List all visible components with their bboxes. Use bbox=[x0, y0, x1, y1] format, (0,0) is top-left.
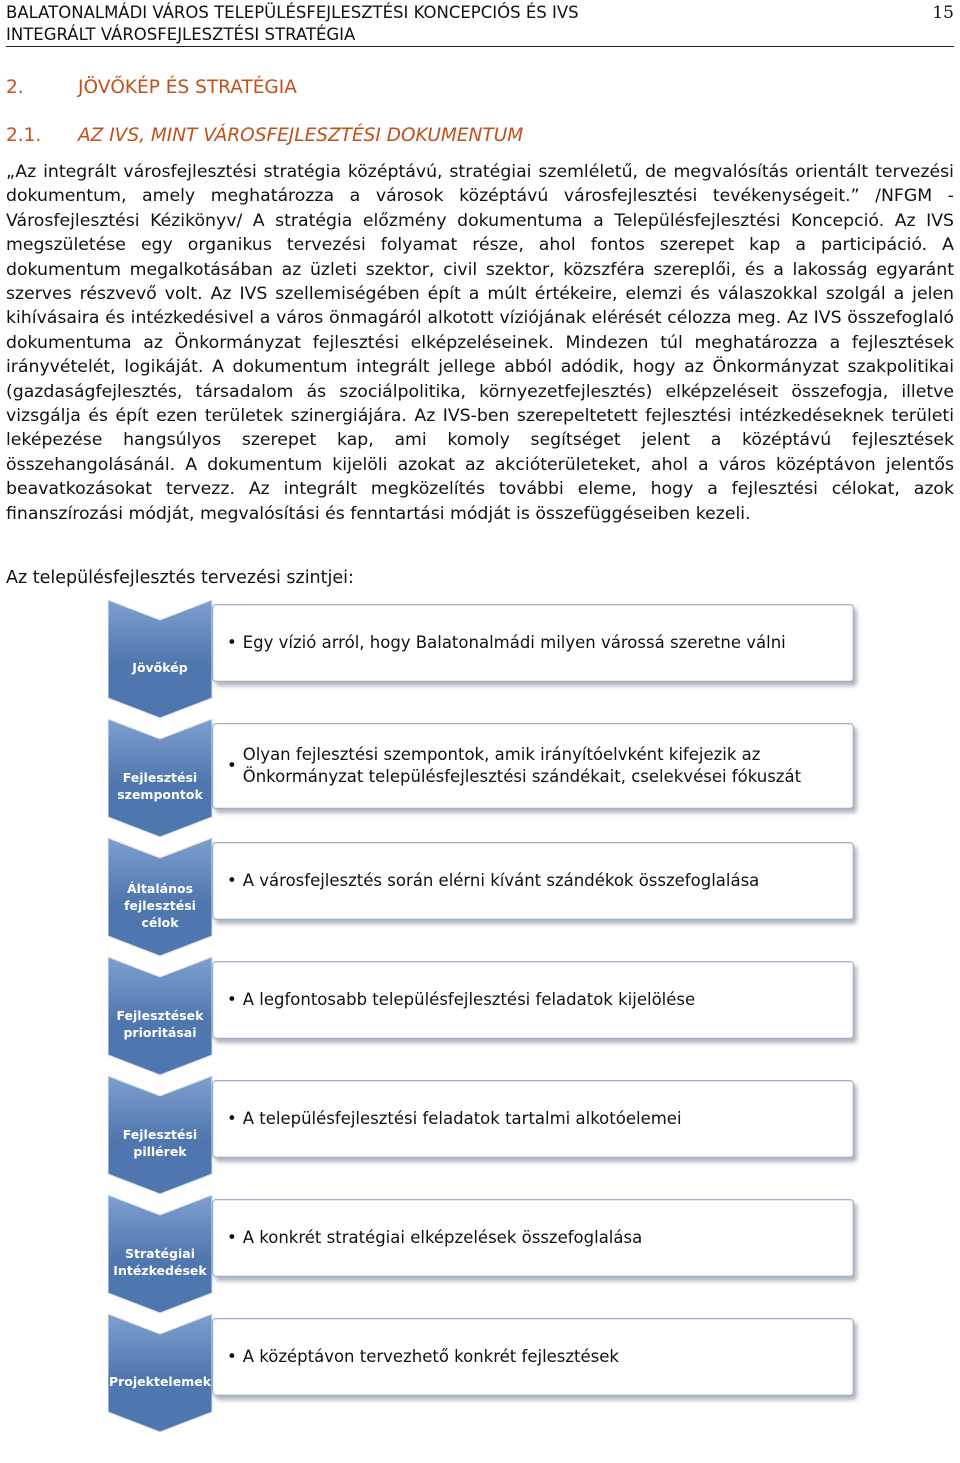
level-description: A konkrét stratégiai elképzelések összefoglalása bbox=[242, 1228, 643, 1247]
level-label: Stratégiai Intézkedések bbox=[113, 1246, 207, 1278]
level-text-row bbox=[227, 1081, 845, 1157]
level-box bbox=[212, 723, 854, 809]
body-paragraph: „Az integrált városfejlesztési stratégia középtávú, stratégiai szemléletű, de megvalósítás orientált tervezési dokumentum, amely meghatározza a városok középtávú városfejlesztési tevékenységeit.” /NFGM - Városfejlesztési Kézikönyv/ A stratégia előzmény dokumentuma a Településfejlesztési Koncepció. Az IVS megszületése egy organikus tervezési folyamat része, ahol fontos szerepet kap a participáció. A dokumentum megalkotásában az üzleti szektor, civil szektor, közszféra szereplői, és a lakosság egyaránt szerves részvevő volt. Az IVS szellemiségében épít a múlt értékeire, elemzi és válaszokkal szolgál a jelen kihívásaira és intézkedésivel a város önmagáról alkotott víziójának elérését célozza meg. Az IVS összefoglaló dokumentuma az Önkormányzat fejlesztési elképzeléseinek. Mindezen túl meghatározza a fejlesztések irányvételét, logikáját. A dokumentum integrált jellege abból adódik, hogy az Önkormányzat szakpolitikai (gazdaságfejlesztés, társadalom ás szociálpolitika, környezetfejlesztés) elképzeléseit összefogja, illetve vizsgálja és épít ezen területek szinergiájára. Az IVS-ben szerepeltetett fejlesztési intézkedéseknek területi leképezése hangsúlyos szerepet kap, ami komoly segítséget jelent a középtávú fejlesztések összehangolásánál. A dokumentum kijelöli azokat az akcióterületeket, ahol a város középtávon jelentős beavatkozásokat tervezz. Az integrált megközelítés további eleme, hogy a fejlesztési célokat, azok finanszírozási módját, megvalósítási és fenntartási módját is összefüggéseiben kezeli. bbox=[6, 162, 954, 524]
level-text-row bbox=[227, 843, 845, 919]
level-label: Fejlesztési pillérek bbox=[122, 1127, 198, 1159]
level-text-row bbox=[227, 724, 845, 808]
level-description: A városfejlesztés során elérni kívánt szándékok összefoglalása bbox=[242, 871, 760, 890]
level-box bbox=[212, 604, 854, 682]
level-label: Projektelemek bbox=[108, 1373, 212, 1389]
subsection-heading bbox=[6, 124, 523, 148]
level-box bbox=[212, 1318, 854, 1396]
page-header bbox=[6, 2, 954, 47]
bullet-icon: • bbox=[227, 990, 237, 1009]
bullet-icon: • bbox=[227, 756, 237, 775]
section-number: 2. bbox=[6, 77, 24, 98]
level-description: A településfejlesztési feladatok tartalmi alkotóelemei bbox=[242, 1109, 682, 1128]
bullet-icon: • bbox=[227, 1109, 237, 1128]
page-number: 15 bbox=[932, 3, 954, 23]
level-box bbox=[212, 842, 854, 920]
subsection-number: 2.1. bbox=[6, 125, 42, 146]
level-text-row bbox=[227, 1200, 845, 1276]
level-label: Általános fejlesztési célok bbox=[124, 880, 196, 930]
level-description: Olyan fejlesztési szempontok, amik irányítóelvként kifejezik az Önkormányzat településfejlesztési szándékait, cselekvései fókuszát bbox=[242, 745, 802, 786]
header-title-line1: BALATONALMÁDI VÁROS TELEPÜLÉSFEJLESZTÉSI KONCEPCIÓS ÉS IVS bbox=[6, 3, 579, 22]
subsection-title: AZ IVS, MINT VÁROSFEJLESZTÉSI DOKUMENTUM bbox=[78, 125, 524, 146]
header-title-line2: INTEGRÁLT VÁROSFEJLESZTÉSI STRATÉGIA bbox=[6, 25, 356, 44]
bullet-icon: • bbox=[227, 1228, 237, 1247]
level-text-row bbox=[227, 962, 845, 1038]
level-box bbox=[212, 961, 854, 1039]
level-text-row bbox=[227, 605, 845, 681]
level-label: Fejlesztési szempontok bbox=[117, 770, 203, 802]
level-box bbox=[212, 1080, 854, 1158]
level-description: A középtávon tervezhető konkrét fejlesztések bbox=[242, 1347, 619, 1366]
level-description: Egy vízió arról, hogy Balatonalmádi milyen várossá szeretne válni bbox=[242, 633, 786, 652]
diagram-caption: Az településfejlesztés tervezési szintjei: bbox=[6, 568, 354, 588]
level-label: Fejlesztések prioritásai bbox=[116, 1008, 204, 1040]
planning-levels-diagram bbox=[108, 600, 858, 1450]
section-title: JÖVŐKÉP ÉS STRATÉGIA bbox=[78, 77, 297, 98]
level-description: A legfontosabb településfejlesztési feladatok kijelölése bbox=[242, 990, 696, 1009]
bullet-icon: • bbox=[227, 871, 237, 890]
level-text-row bbox=[227, 1319, 845, 1395]
bullet-icon: • bbox=[227, 1347, 237, 1366]
level-label: Jövőkép bbox=[132, 659, 188, 675]
bullet-icon: • bbox=[227, 633, 237, 652]
section-heading bbox=[6, 76, 297, 100]
level-box bbox=[212, 1199, 854, 1277]
